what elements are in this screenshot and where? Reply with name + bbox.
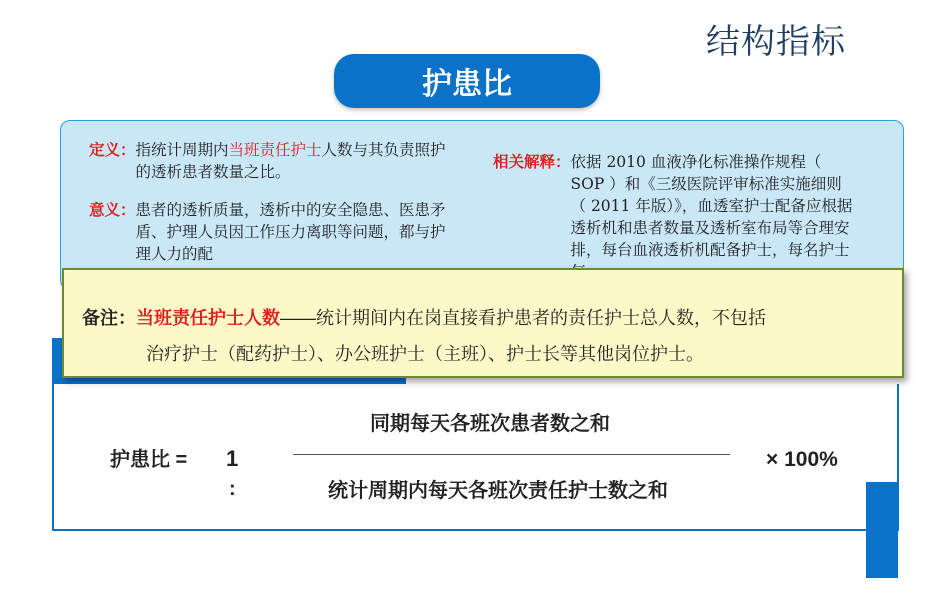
decorative-bar-right — [866, 482, 898, 578]
significance-label: 意义： — [89, 201, 136, 219]
topic-title: 护患比 — [422, 67, 512, 102]
explanation-label: 相关解释： — [493, 153, 571, 171]
note-line2-text: 治疗护士（配药护士）、办公班护士（主班）、护士长等其他岗位护士。 — [146, 344, 704, 364]
formula-denominator: 统计周期内每天各班次责任护士数之和 — [328, 480, 668, 502]
topic-banner — [334, 54, 600, 108]
note-callout — [62, 268, 904, 378]
significance-text: 患者的透析质量，透析中的安全隐患、医患矛盾、护理人员因工作压力离职等问题，都与护理人力的配 — [135, 201, 446, 263]
explanation-block — [493, 151, 853, 283]
note-label: 备注： — [82, 308, 136, 328]
significance-block — [89, 199, 449, 265]
page-title: 结构指标 — [706, 22, 846, 62]
info-left-column — [89, 139, 449, 265]
formula-numerator: 同期每天各班次患者数之和 — [370, 413, 610, 435]
formula-label: 护患比 = — [110, 449, 188, 471]
explanation-text: 依据 2010 血液净化标准操作规程（ SOP ）和《三级医院评审标准实施细则（ 2011 年版）》，血透室护士配备应根据透析机和患者数量及透析室布局等合理安排，每台血液透析机配备护士，每名护士 — [570, 153, 853, 259]
definition-block — [89, 139, 449, 183]
fraction-line — [293, 454, 730, 455]
definition-label: 定义： — [89, 141, 136, 159]
info-panel — [60, 120, 904, 290]
formula-multiplier: × 100% — [766, 448, 838, 471]
definition-text-after: 人数与其负责照护的透析患者数量之比。 — [135, 141, 446, 181]
note-term: 当班责任护士人数 — [136, 308, 280, 328]
note-line1-text: ——统计期间内在岗直接看护患者的责任护士总人数，不包括 — [280, 308, 766, 328]
formula-ratio-colon: : — [229, 478, 236, 500]
definition-highlight: 当班责任护士 — [228, 141, 322, 159]
info-right-column — [493, 151, 853, 283]
definition-text-before: 指统计周期内 — [135, 141, 229, 159]
formula-ratio-one: 1 — [226, 446, 239, 471]
